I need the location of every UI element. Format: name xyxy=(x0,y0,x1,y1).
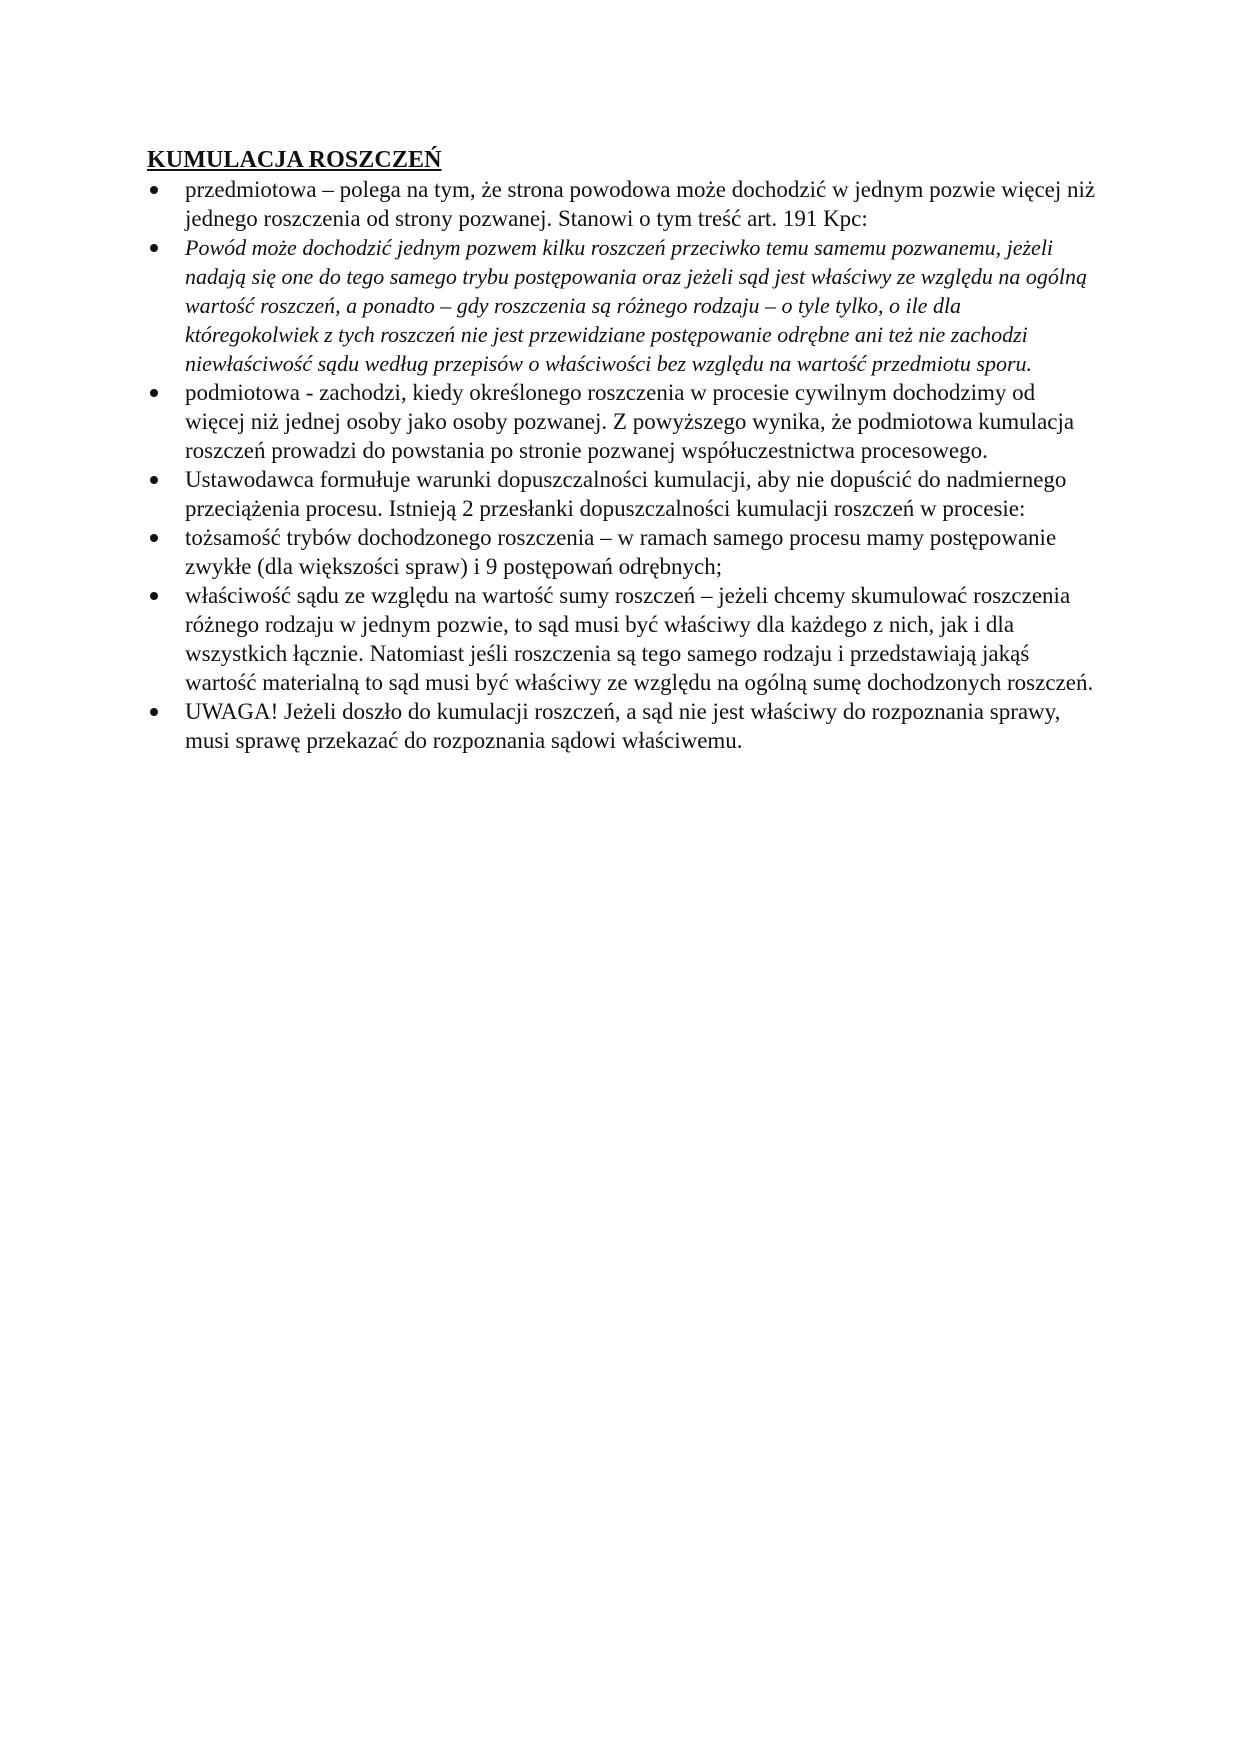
list-item-text: podmiotowa - zachodzi, kiedy określonego roszczenia w procesie cywilnym dochodzimy od więcej niż jednej osoby jako osoby pozwanej. Z powyższego wynika, że podmiotowa kumulacja roszczeń prowadzi do powstania po stronie pozwanej współuczestnictwa procesowego. xyxy=(185,380,1075,463)
list-item xyxy=(147,581,1097,697)
bullet-icon xyxy=(150,534,158,542)
bullet-icon xyxy=(150,389,158,397)
list-item-text: właściwość sądu ze względu na wartość sumy roszczeń – jeżeli chcemy skumulować roszczenia różnego rodzaju w jednym pozwie, to sąd musi być właściwy dla każdego z nich, jak i dla wszystkich łącznie. Natomiast jeśli roszczenia są tego samego rodzaju i przedstawiają jakąś wartość materialną to sąd musi być właściwy ze względu na ogólną sumę dochodzonych roszczeń. xyxy=(185,583,1094,695)
bullet-icon xyxy=(150,476,158,484)
bullet-icon xyxy=(150,186,158,194)
list-item-text: UWAGA! Jeżeli doszło do kumulacji roszczeń, a sąd nie jest właściwy do rozpoznania sprawy, musi sprawę przekazać do rozpoznania sądowi właściwemu. xyxy=(185,699,1061,753)
list-item-text: Powód może dochodzić jednym pozwem kilku roszczeń przeciwko temu samemu pozwanemu, jeżeli nadają się one do tego samego trybu postępowania oraz jeżeli sąd jest właściwy ze względu na ogólną wartość roszczeń, a ponadto – gdy roszczenia są różnego rodzaju – o tyle tylko, o ile dla któregokolwiek z tych roszczeń nie jest przewidziane postępowanie odrębne ani też nie zachodzi niewłaściwość sądu według przepisów o właściwości bez względu na wartość przedmiotu sporu. xyxy=(185,235,1087,376)
list-item-text: Ustawodawca formułuje warunki dopuszczalności kumulacji, aby nie dopuścić do nadmiernego przeciążenia procesu. Istnieją 2 przesłanki dopuszczalności kumulacji roszczeń w procesie: xyxy=(185,467,1067,521)
list-item-quote xyxy=(147,233,1097,378)
list-item-text: tożsamość trybów dochodzonego roszczenia – w ramach samego procesu mamy postępowanie zwykłe (dla większości spraw) i 9 postępowań odrębnych; xyxy=(185,525,1057,579)
bullet-icon xyxy=(150,592,158,600)
list-item xyxy=(147,523,1097,581)
list-item-text: przedmiotowa – polega na tym, że strona powodowa może dochodzić w jednym pozwie więcej niż jednego roszczenia od strony pozwanej. Stanowi o tym treść art. 191 Kpc: xyxy=(185,177,1096,231)
list-item xyxy=(147,378,1097,465)
bullet-icon xyxy=(150,244,158,252)
page-title: KUMULACJA ROSZCZEŃ xyxy=(147,147,442,173)
list-item xyxy=(147,175,1097,233)
bullet-list xyxy=(147,175,1097,755)
list-item xyxy=(147,465,1097,523)
document-content xyxy=(147,146,1097,755)
list-item xyxy=(147,697,1097,755)
bullet-icon xyxy=(150,708,158,716)
